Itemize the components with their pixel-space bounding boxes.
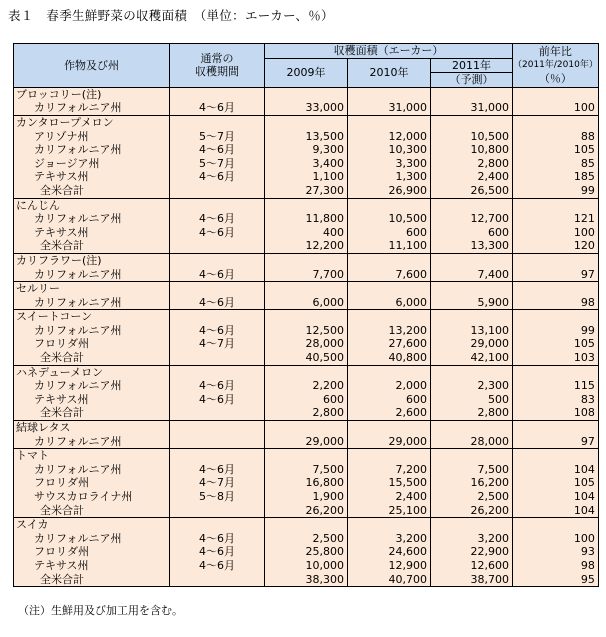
cell-2009: 26,200 bbox=[265, 504, 348, 518]
state-row bbox=[14, 463, 599, 477]
group-empty-cell bbox=[265, 518, 348, 532]
group-empty-cell bbox=[170, 198, 265, 212]
header-2010: 2010年 bbox=[348, 58, 431, 87]
group-empty-cell bbox=[265, 449, 348, 463]
cell-period: 4～6月 bbox=[170, 101, 265, 115]
header-ratio-line1: 前年比 bbox=[538, 45, 572, 58]
total-label: 全米合計 bbox=[14, 239, 170, 253]
cell-2010: 6,000 bbox=[348, 296, 431, 310]
cell-2011: 38,700 bbox=[431, 573, 513, 587]
state-name: カリフォルニア州 bbox=[14, 532, 170, 546]
group-empty-cell bbox=[348, 282, 431, 296]
state-row bbox=[14, 143, 599, 157]
cell-2010: 7,200 bbox=[348, 463, 431, 477]
state-name: カリフォルニア州 bbox=[14, 143, 170, 157]
crop-name: カンタロープメロン bbox=[14, 115, 170, 129]
cell-2009: 3,400 bbox=[265, 157, 348, 171]
cell-2011: 26,200 bbox=[431, 504, 513, 518]
header-period-line2: 収穫期間 bbox=[195, 65, 239, 79]
group-empty-cell bbox=[170, 87, 265, 101]
cell-2011: 2,500 bbox=[431, 490, 513, 504]
cell-2011: 12,600 bbox=[431, 559, 513, 573]
cell-period: 4～6月 bbox=[170, 559, 265, 573]
group-empty-cell bbox=[431, 198, 513, 212]
cell-2009: 600 bbox=[265, 393, 348, 407]
group-empty-cell bbox=[170, 449, 265, 463]
crop-name: スイートコーン bbox=[14, 310, 170, 324]
cell-2010: 2,400 bbox=[348, 490, 431, 504]
group-empty-cell bbox=[513, 421, 599, 435]
group-empty-cell bbox=[348, 253, 431, 267]
cell-period bbox=[170, 406, 265, 420]
crop-name: ブロッコリー(注) bbox=[14, 87, 170, 101]
total-label: 全米合計 bbox=[14, 351, 170, 365]
group-empty-cell bbox=[431, 365, 513, 379]
cell-period: 4～6月 bbox=[170, 170, 265, 184]
state-row bbox=[14, 268, 599, 282]
cell-ratio: 98 bbox=[513, 559, 599, 573]
crop-name: にんじん bbox=[14, 198, 170, 212]
cell-period: 4～7月 bbox=[170, 337, 265, 351]
group-empty-cell bbox=[513, 310, 599, 324]
cell-2011: 10,500 bbox=[431, 130, 513, 144]
group-empty-cell bbox=[431, 449, 513, 463]
table-body bbox=[14, 87, 599, 586]
cell-period: 5～7月 bbox=[170, 130, 265, 144]
cell-ratio: 98 bbox=[513, 296, 599, 310]
state-name: フロリダ州 bbox=[14, 545, 170, 559]
group-empty-cell bbox=[170, 115, 265, 129]
state-name: ジョージア州 bbox=[14, 157, 170, 171]
group-empty-cell bbox=[265, 115, 348, 129]
cell-2010: 3,300 bbox=[348, 157, 431, 171]
group-empty-cell bbox=[265, 253, 348, 267]
group-empty-cell bbox=[348, 421, 431, 435]
cell-ratio: 95 bbox=[513, 573, 599, 587]
cell-2010: 29,000 bbox=[348, 435, 431, 449]
harvest-area-table bbox=[13, 43, 599, 587]
state-row bbox=[14, 337, 599, 351]
cell-2011: 2,800 bbox=[431, 406, 513, 420]
state-name: カリフォルニア州 bbox=[14, 324, 170, 338]
group-empty-cell bbox=[513, 115, 599, 129]
state-name: カリフォルニア州 bbox=[14, 101, 170, 115]
state-name: カリフォルニア州 bbox=[14, 268, 170, 282]
cell-2011: 2,400 bbox=[431, 170, 513, 184]
cell-2010: 40,800 bbox=[348, 351, 431, 365]
total-row bbox=[14, 239, 599, 253]
group-empty-cell bbox=[348, 87, 431, 101]
cell-2010: 7,600 bbox=[348, 268, 431, 282]
group-empty-cell bbox=[348, 518, 431, 532]
group-empty-cell bbox=[170, 421, 265, 435]
cell-2011: 3,200 bbox=[431, 532, 513, 546]
state-row bbox=[14, 559, 599, 573]
cell-2009: 7,500 bbox=[265, 463, 348, 477]
cell-2011: 12,700 bbox=[431, 212, 513, 226]
cell-2010: 2,000 bbox=[348, 379, 431, 393]
total-label: 全米合計 bbox=[14, 504, 170, 518]
group-empty-cell bbox=[265, 198, 348, 212]
cell-2009: 25,800 bbox=[265, 545, 348, 559]
crop-group-row bbox=[14, 282, 599, 296]
cell-2011: 31,000 bbox=[431, 101, 513, 115]
cell-ratio: 88 bbox=[513, 130, 599, 144]
crop-group-row bbox=[14, 421, 599, 435]
cell-period bbox=[170, 351, 265, 365]
cell-period: 4～6月 bbox=[170, 545, 265, 559]
group-empty-cell bbox=[265, 421, 348, 435]
state-row bbox=[14, 212, 599, 226]
crop-group-row bbox=[14, 115, 599, 129]
cell-2011: 2,300 bbox=[431, 379, 513, 393]
total-row bbox=[14, 351, 599, 365]
cell-2011: 28,000 bbox=[431, 435, 513, 449]
cell-2010: 2,600 bbox=[348, 406, 431, 420]
footnote: （注）生鮮用及び加工用を含む。 bbox=[18, 604, 183, 617]
state-name: テキサス州 bbox=[14, 170, 170, 184]
cell-2010: 27,600 bbox=[348, 337, 431, 351]
group-empty-cell bbox=[170, 365, 265, 379]
group-empty-cell bbox=[265, 282, 348, 296]
group-empty-cell bbox=[348, 365, 431, 379]
cell-2009: 13,500 bbox=[265, 130, 348, 144]
cell-period bbox=[170, 184, 265, 198]
cell-ratio: 103 bbox=[513, 351, 599, 365]
crop-name: トマト bbox=[14, 449, 170, 463]
total-row bbox=[14, 573, 599, 587]
crop-group-row bbox=[14, 198, 599, 212]
cell-period bbox=[170, 435, 265, 449]
header-2011-forecast: （予測） bbox=[431, 73, 513, 88]
total-label: 全米合計 bbox=[14, 573, 170, 587]
state-row bbox=[14, 393, 599, 407]
state-name: カリフォルニア州 bbox=[14, 212, 170, 226]
cell-period: 4～6月 bbox=[170, 296, 265, 310]
crop-group-row bbox=[14, 518, 599, 532]
cell-2009: 10,000 bbox=[265, 559, 348, 573]
cell-2010: 3,200 bbox=[348, 532, 431, 546]
cell-ratio: 100 bbox=[513, 226, 599, 240]
cell-2011: 7,500 bbox=[431, 463, 513, 477]
group-empty-cell bbox=[265, 365, 348, 379]
cell-2011: 26,500 bbox=[431, 184, 513, 198]
cell-2009: 2,500 bbox=[265, 532, 348, 546]
cell-period: 4～6月 bbox=[170, 324, 265, 338]
state-row bbox=[14, 296, 599, 310]
cell-ratio: 100 bbox=[513, 532, 599, 546]
cell-ratio: 185 bbox=[513, 170, 599, 184]
cell-2010: 24,600 bbox=[348, 545, 431, 559]
cell-ratio: 99 bbox=[513, 324, 599, 338]
cell-ratio: 100 bbox=[513, 101, 599, 115]
state-name: テキサス州 bbox=[14, 559, 170, 573]
cell-ratio: 105 bbox=[513, 476, 599, 490]
group-empty-cell bbox=[170, 282, 265, 296]
cell-ratio: 108 bbox=[513, 406, 599, 420]
state-row bbox=[14, 435, 599, 449]
group-empty-cell bbox=[431, 253, 513, 267]
state-row bbox=[14, 101, 599, 115]
cell-ratio: 93 bbox=[513, 545, 599, 559]
group-empty-cell bbox=[348, 310, 431, 324]
cell-2009: 27,300 bbox=[265, 184, 348, 198]
cell-2011: 13,300 bbox=[431, 239, 513, 253]
state-row bbox=[14, 170, 599, 184]
total-row bbox=[14, 184, 599, 198]
group-empty-cell bbox=[348, 449, 431, 463]
header-harvest-period bbox=[170, 44, 265, 88]
state-name: フロリダ州 bbox=[14, 476, 170, 490]
cell-2009: 2,200 bbox=[265, 379, 348, 393]
total-label: 全米合計 bbox=[14, 406, 170, 420]
cell-2009: 9,300 bbox=[265, 143, 348, 157]
cell-ratio: 104 bbox=[513, 463, 599, 477]
cell-2011: 2,800 bbox=[431, 157, 513, 171]
crop-group-row bbox=[14, 253, 599, 267]
crop-name: カリフラワー(注) bbox=[14, 253, 170, 267]
cell-2011: 42,100 bbox=[431, 351, 513, 365]
state-name: テキサス州 bbox=[14, 226, 170, 240]
group-empty-cell bbox=[513, 253, 599, 267]
cell-ratio: 97 bbox=[513, 435, 599, 449]
state-row bbox=[14, 545, 599, 559]
cell-2010: 13,200 bbox=[348, 324, 431, 338]
cell-ratio: 104 bbox=[513, 504, 599, 518]
cell-2010: 12,900 bbox=[348, 559, 431, 573]
group-empty-cell bbox=[513, 365, 599, 379]
state-name: フロリダ州 bbox=[14, 337, 170, 351]
state-name: カリフォルニア州 bbox=[14, 379, 170, 393]
state-row bbox=[14, 532, 599, 546]
cell-2010: 600 bbox=[348, 226, 431, 240]
cell-2010: 10,300 bbox=[348, 143, 431, 157]
cell-ratio: 121 bbox=[513, 212, 599, 226]
cell-ratio: 99 bbox=[513, 184, 599, 198]
cell-2010: 26,900 bbox=[348, 184, 431, 198]
cell-period: 4～7月 bbox=[170, 476, 265, 490]
group-empty-cell bbox=[513, 449, 599, 463]
header-2009: 2009年 bbox=[265, 58, 348, 87]
state-row bbox=[14, 157, 599, 171]
cell-2009: 16,800 bbox=[265, 476, 348, 490]
cell-period: 4～6月 bbox=[170, 532, 265, 546]
cell-ratio: 83 bbox=[513, 393, 599, 407]
cell-2011: 5,900 bbox=[431, 296, 513, 310]
group-empty-cell bbox=[431, 87, 513, 101]
cell-2010: 12,000 bbox=[348, 130, 431, 144]
cell-2011: 7,400 bbox=[431, 268, 513, 282]
state-name: カリフォルニア州 bbox=[14, 296, 170, 310]
cell-2009: 2,800 bbox=[265, 406, 348, 420]
group-empty-cell bbox=[513, 198, 599, 212]
header-harvest-area: 収穫面積（エーカー） bbox=[265, 44, 513, 59]
cell-2010: 40,700 bbox=[348, 573, 431, 587]
crop-name: スイカ bbox=[14, 518, 170, 532]
cell-period bbox=[170, 573, 265, 587]
cell-period: 4～6月 bbox=[170, 226, 265, 240]
table-container bbox=[13, 43, 599, 587]
group-empty-cell bbox=[431, 421, 513, 435]
crop-name: 結球レタス bbox=[14, 421, 170, 435]
group-empty-cell bbox=[513, 518, 599, 532]
header-yoy-ratio bbox=[513, 44, 599, 88]
state-row bbox=[14, 226, 599, 240]
cell-ratio: 105 bbox=[513, 143, 599, 157]
cell-period: 4～6月 bbox=[170, 463, 265, 477]
cell-2011: 29,000 bbox=[431, 337, 513, 351]
cell-2010: 10,500 bbox=[348, 212, 431, 226]
header-period-line1: 通常の bbox=[200, 51, 234, 65]
cell-2010: 15,500 bbox=[348, 476, 431, 490]
cell-period bbox=[170, 239, 265, 253]
cell-ratio: 97 bbox=[513, 268, 599, 282]
cell-2009: 38,300 bbox=[265, 573, 348, 587]
cell-2011: 10,800 bbox=[431, 143, 513, 157]
cell-ratio: 115 bbox=[513, 379, 599, 393]
cell-2009: 400 bbox=[265, 226, 348, 240]
cell-ratio: 120 bbox=[513, 239, 599, 253]
cell-2010: 31,000 bbox=[348, 101, 431, 115]
cell-period: 5～7月 bbox=[170, 157, 265, 171]
group-empty-cell bbox=[265, 87, 348, 101]
cell-2009: 29,000 bbox=[265, 435, 348, 449]
total-row bbox=[14, 504, 599, 518]
header-crop-state: 作物及び州 bbox=[14, 44, 170, 88]
cell-2009: 12,200 bbox=[265, 239, 348, 253]
cell-period: 4～6月 bbox=[170, 143, 265, 157]
group-empty-cell bbox=[431, 282, 513, 296]
group-empty-cell bbox=[513, 87, 599, 101]
cell-2011: 13,100 bbox=[431, 324, 513, 338]
cell-2009: 11,800 bbox=[265, 212, 348, 226]
state-row bbox=[14, 379, 599, 393]
group-empty-cell bbox=[513, 282, 599, 296]
cell-period bbox=[170, 504, 265, 518]
crop-group-row bbox=[14, 365, 599, 379]
crop-group-row bbox=[14, 449, 599, 463]
cell-2011: 22,900 bbox=[431, 545, 513, 559]
cell-2009: 40,500 bbox=[265, 351, 348, 365]
cell-period: 4～6月 bbox=[170, 379, 265, 393]
cell-2011: 16,200 bbox=[431, 476, 513, 490]
cell-period: 4～6月 bbox=[170, 212, 265, 226]
group-empty-cell bbox=[431, 115, 513, 129]
cell-2010: 1,300 bbox=[348, 170, 431, 184]
group-empty-cell bbox=[348, 115, 431, 129]
state-row bbox=[14, 130, 599, 144]
state-name: アリゾナ州 bbox=[14, 130, 170, 144]
cell-2009: 6,000 bbox=[265, 296, 348, 310]
cell-2011: 600 bbox=[431, 226, 513, 240]
crop-group-row bbox=[14, 310, 599, 324]
cell-2009: 1,100 bbox=[265, 170, 348, 184]
cell-2010: 25,100 bbox=[348, 504, 431, 518]
state-name: テキサス州 bbox=[14, 393, 170, 407]
group-empty-cell bbox=[170, 310, 265, 324]
header-2011: 2011年 bbox=[431, 58, 513, 73]
state-row bbox=[14, 476, 599, 490]
crop-group-row bbox=[14, 87, 599, 101]
state-row bbox=[14, 324, 599, 338]
cell-2010: 600 bbox=[348, 393, 431, 407]
group-empty-cell bbox=[170, 518, 265, 532]
group-empty-cell bbox=[348, 198, 431, 212]
group-empty-cell bbox=[431, 518, 513, 532]
total-label: 全米合計 bbox=[14, 184, 170, 198]
cell-ratio: 85 bbox=[513, 157, 599, 171]
cell-period: 5～8月 bbox=[170, 490, 265, 504]
cell-ratio: 105 bbox=[513, 337, 599, 351]
cell-2011: 500 bbox=[431, 393, 513, 407]
group-empty-cell bbox=[265, 310, 348, 324]
cell-2009: 7,700 bbox=[265, 268, 348, 282]
cell-period: 4～6月 bbox=[170, 393, 265, 407]
cell-ratio: 104 bbox=[513, 490, 599, 504]
cell-2009: 28,000 bbox=[265, 337, 348, 351]
state-name: カリフォルニア州 bbox=[14, 463, 170, 477]
cell-2010: 11,100 bbox=[348, 239, 431, 253]
cell-period: 4～6月 bbox=[170, 268, 265, 282]
state-row bbox=[14, 490, 599, 504]
state-name: サウスカロライナ州 bbox=[14, 490, 170, 504]
header-ratio-line2: （2011年/2010年） bbox=[513, 59, 598, 70]
cell-2009: 33,000 bbox=[265, 101, 348, 115]
header-ratio-line3: （％） bbox=[538, 72, 572, 86]
state-name: カリフォルニア州 bbox=[14, 435, 170, 449]
cell-2009: 1,900 bbox=[265, 490, 348, 504]
crop-name: ハネデューメロン bbox=[14, 365, 170, 379]
total-row bbox=[14, 406, 599, 420]
group-empty-cell bbox=[431, 310, 513, 324]
table-title: 表１ 春季生鮮野菜の収穫面積 （単位：エーカー、％） bbox=[8, 8, 334, 23]
cell-2009: 12,500 bbox=[265, 324, 348, 338]
crop-name: セルリー bbox=[14, 282, 170, 296]
group-empty-cell bbox=[170, 253, 265, 267]
